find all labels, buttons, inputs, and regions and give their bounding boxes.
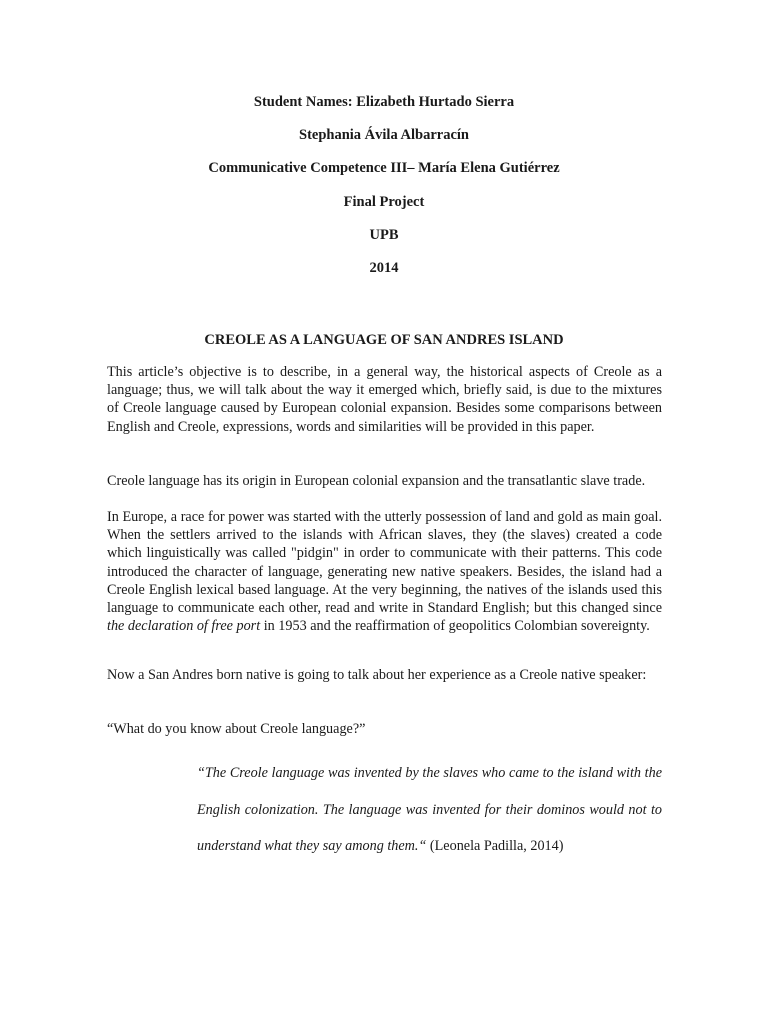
course-line: Communicative Competence III– María Elena Gutiérrez — [208, 160, 560, 176]
question-line: “What do you know about Creole language?” — [107, 721, 366, 737]
year-line: 2014 — [369, 260, 399, 276]
native-intro-paragraph: Now a San Andres born native is going to talk about her experience as a Creole native speaker: — [107, 667, 647, 683]
native-quote — [197, 755, 662, 865]
europe-text-after: in 1953 and the reaffirmation of geopolitics Colombian sovereignty. — [260, 618, 650, 635]
free-port-phrase: the declaration of free port — [107, 618, 261, 635]
quote-citation: (Leonela Padilla, 2014) — [426, 838, 564, 855]
europe-text-before: In Europe, a race for power was started with the utterly possession of land and gold as main goal. When the settlers arrived to the islands with African slaves, they (the slaves) created a code which linguistically was called "pidgin" in order to communicate with their patterns. This code introduced the character of language, generating new native speakers. Besides, the island had a Creole English lexical based language. At the very beginning, the natives of the islands used this language to communicate each other, read and write in Standard English; but this changed since — [107, 509, 662, 617]
origin-paragraph: Creole language has its origin in European colonial expansion and the transatlantic slave trade. — [107, 473, 646, 489]
intro-paragraph: This article’s objective is to describe, in a general way, the historical aspects of Creole as a language; thus, we will talk about the way it emerged which, briefly said, is due to the mixtures of Creole language caused by European colonial expansion. Besides some comparisons between English and Creole, expressions, words and similarities will be provided in this paper. — [107, 364, 662, 435]
article-title: CREOLE AS A LANGUAGE OF SAN ANDRES ISLAND — [204, 332, 564, 348]
project-line: Final Project — [343, 194, 425, 210]
europe-paragraph — [107, 508, 662, 635]
second-student-line: Stephania Ávila Albarracín — [299, 127, 469, 143]
university-line: UPB — [369, 227, 399, 243]
quote-text: “The Creole language was invented by the slaves who came to the island with the English colonization. The language was invented for their dominos would not to understand what they say among them.“ — [197, 765, 662, 855]
student-names-line: Student Names: Elizabeth Hurtado Sierra — [253, 94, 515, 110]
